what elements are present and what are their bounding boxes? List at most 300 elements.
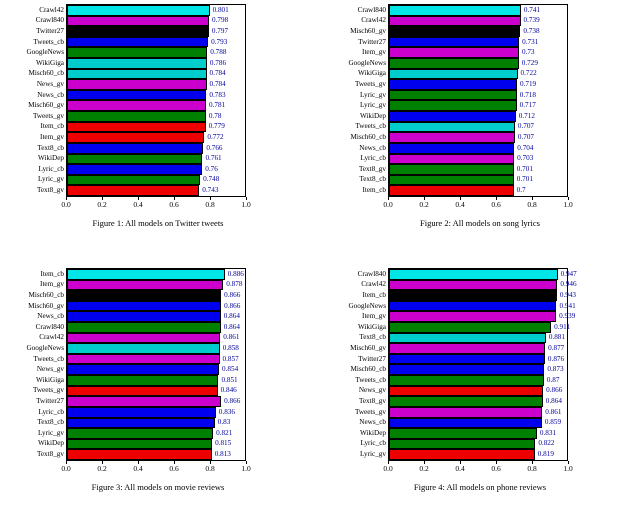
- figure-4-caption: Figure 4: All models on phone reviews: [413, 482, 547, 492]
- x-tick-label: 0.2: [97, 464, 107, 473]
- bar: [67, 290, 221, 301]
- bar-category-label: Lyric_gv: [38, 428, 64, 437]
- bar-category-label: Misch60_cb: [350, 365, 386, 374]
- bar-value-label: 0.831: [539, 428, 557, 437]
- bar: [389, 354, 545, 365]
- bar: [389, 69, 518, 80]
- bar-category-label: Crawl42: [361, 16, 386, 25]
- bar: [67, 428, 213, 439]
- bar-value-label: 0.766: [206, 143, 223, 152]
- bar-category-label: Crawl42: [39, 5, 64, 14]
- bar-value-label: 0.798: [212, 16, 229, 25]
- bar-value-label: 0.851: [221, 375, 238, 384]
- bar-category-label: Crawl840: [35, 322, 64, 331]
- bar-row: [38, 428, 245, 439]
- bar: [67, 47, 207, 58]
- bar-category-label: Twitter27: [36, 26, 64, 35]
- bar-value-label: 0.801: [212, 5, 229, 14]
- chart-mount-2: [8, 268, 308, 475]
- bar: [389, 100, 517, 111]
- bar-row: [35, 16, 245, 27]
- bar-category-label: Tweets_cb: [355, 122, 386, 131]
- bar-category-label: Crawl840: [357, 269, 386, 278]
- bar-category-label: Crawl42: [39, 333, 64, 342]
- bar-category-label: Text8_cb: [359, 333, 386, 342]
- bar-row: [357, 69, 567, 80]
- bar-value-label: 0.941: [559, 301, 576, 310]
- x-tick-label: 0.4: [133, 200, 143, 209]
- bar-value-label: 0.701: [516, 175, 533, 184]
- bar-value-label: 0.858: [222, 343, 239, 352]
- bar-value-label: 0.712: [518, 111, 535, 120]
- bar: [67, 69, 207, 80]
- bar-category-label: GoogleNews: [348, 58, 386, 67]
- bar-value-label: 0.813: [214, 450, 231, 459]
- bar-category-label: Tweets_gv: [32, 386, 64, 395]
- bar-category-label: Lyric_gv: [360, 450, 386, 459]
- bar-row: [359, 428, 567, 439]
- bar-category-label: Item_cb: [362, 290, 386, 299]
- bar-row: [359, 418, 567, 429]
- bar-row: [38, 175, 245, 186]
- bar-category-label: Item_cb: [362, 186, 386, 195]
- bar-value-label: 0.731: [522, 37, 539, 46]
- bar-category-label: Item_cb: [40, 269, 64, 278]
- figure-2-caption: Figure 2: All models on song lyrics: [420, 218, 540, 228]
- x-tick-label: 1.0: [563, 200, 573, 209]
- bar-row: [39, 333, 245, 344]
- bar: [389, 47, 519, 58]
- bar-row: [359, 111, 567, 122]
- bar: [389, 311, 556, 322]
- bar: [389, 175, 514, 186]
- bar-row: [360, 449, 567, 460]
- bar: [389, 79, 517, 90]
- bar-category-label: Lyric_gv: [38, 175, 64, 184]
- bar-row: [37, 154, 245, 165]
- bar-row: [354, 79, 567, 90]
- bar-value-label: 0.87: [546, 375, 560, 384]
- bar-value-label: 0.821: [216, 428, 233, 437]
- bar-value-label: 0.878: [226, 280, 243, 289]
- bar-category-label: Tweets_gv: [32, 111, 64, 120]
- bar-category-label: Item_gv: [40, 280, 64, 289]
- chart-2: [330, 4, 630, 211]
- bar-value-label: 0.783: [209, 90, 226, 99]
- bar-value-label: 0.701: [516, 164, 533, 173]
- bar: [389, 143, 514, 154]
- bar-category-label: Lyric_cb: [360, 439, 386, 448]
- figure-2: [330, 4, 630, 228]
- bar-value-label: 0.864: [223, 312, 240, 321]
- bar-row: [361, 16, 567, 27]
- bar-value-label: 0.822: [538, 439, 555, 448]
- bar-category-label: WikiDep: [37, 154, 64, 163]
- bar-value-label: 0.786: [209, 58, 227, 67]
- bar-row: [40, 280, 245, 291]
- bar-row: [26, 47, 245, 58]
- bar: [389, 185, 514, 196]
- bar-category-label: Misch60_gv: [28, 301, 64, 310]
- x-tick-label: 1.0: [241, 200, 251, 209]
- bar-row: [360, 439, 567, 450]
- bar: [67, 90, 206, 101]
- bar-category-label: GoogleNews: [26, 48, 64, 57]
- bar-row: [38, 407, 245, 418]
- bar-value-label: 0.857: [222, 354, 239, 363]
- bar-category-label: Text8_gv: [358, 397, 386, 405]
- bar-row: [39, 5, 245, 16]
- bar-value-label: 0.846: [220, 386, 237, 395]
- bar-value-label: 0.707: [517, 133, 535, 141]
- bar-category-label: Misch60_cb: [350, 133, 386, 141]
- bar-row: [38, 164, 245, 175]
- bar-category-label: Misch60_cb: [28, 69, 64, 78]
- bar-row: [359, 333, 567, 344]
- bar: [67, 164, 202, 175]
- bar-value-label: 0.815: [215, 439, 232, 448]
- bar: [67, 375, 218, 386]
- bar-category-label: News_cb: [359, 143, 386, 152]
- bar: [67, 301, 221, 312]
- bar: [389, 5, 521, 16]
- bar-row: [350, 364, 567, 375]
- bar-value-label: 0.739: [523, 16, 540, 25]
- bar-value-label: 0.881: [548, 333, 565, 342]
- bar: [67, 100, 206, 111]
- bar-value-label: 0.781: [209, 101, 226, 110]
- bar-category-label: News_cb: [37, 312, 64, 321]
- bar: [389, 322, 551, 333]
- bar: [67, 16, 209, 27]
- bar-value-label: 0.819: [537, 450, 554, 459]
- bar: [67, 185, 199, 196]
- bar-value-label: 0.761: [205, 154, 222, 163]
- bar-category-label: Misch60_gv: [350, 26, 386, 35]
- bar: [67, 280, 223, 291]
- bar-category-label: Item_gv: [362, 312, 386, 321]
- bar-row: [37, 439, 245, 450]
- bar-category-label: Item_cb: [40, 122, 64, 131]
- bar-row: [28, 100, 245, 111]
- bar-category-label: News_cb: [359, 418, 386, 427]
- bar: [67, 407, 216, 418]
- bar-value-label: 0.703: [517, 154, 534, 163]
- bar-row: [357, 269, 577, 280]
- bar-row: [35, 58, 245, 69]
- bar-row: [362, 311, 576, 322]
- x-tick-label: 0.4: [133, 464, 143, 473]
- bar: [389, 290, 557, 301]
- bar-row: [36, 26, 245, 37]
- bar-row: [36, 79, 245, 90]
- bar: [67, 333, 220, 344]
- bar: [389, 280, 557, 291]
- bar-value-label: 0.793: [211, 37, 228, 46]
- bar-category-label: Lyric_cb: [360, 154, 386, 163]
- bar-row: [32, 111, 245, 122]
- x-tick-label: 0.0: [61, 464, 71, 473]
- bar: [389, 407, 542, 418]
- x-tick-label: 0.8: [527, 464, 537, 473]
- x-axis: [383, 197, 573, 211]
- bar-category-label: News_gv: [36, 79, 64, 88]
- bar-row: [36, 449, 245, 460]
- bar-category-label: Misch60_gv: [350, 343, 386, 352]
- bar: [389, 26, 520, 37]
- bar-value-label: 0.772: [207, 133, 224, 141]
- bar-row: [358, 386, 567, 397]
- bar-row: [35, 322, 245, 333]
- bar-value-label: 0.836: [218, 407, 235, 416]
- bar-row: [33, 37, 245, 48]
- bar: [67, 418, 215, 429]
- x-tick-label: 0.6: [169, 200, 179, 209]
- bar-row: [348, 58, 567, 69]
- figure-3-caption: Figure 3: All models on movie reviews: [91, 482, 225, 492]
- bar-row: [40, 132, 245, 143]
- bar: [389, 16, 521, 27]
- bar-row: [40, 269, 245, 280]
- bar: [389, 154, 514, 165]
- bar-row: [357, 5, 567, 16]
- bar-row: [355, 122, 567, 133]
- bar-category-label: Misch60_gv: [28, 101, 64, 110]
- bar-row: [40, 122, 245, 133]
- bar: [389, 364, 544, 375]
- bar: [389, 58, 519, 69]
- bar-row: [36, 364, 245, 375]
- bar: [67, 439, 212, 450]
- x-tick-label: 0.2: [97, 200, 107, 209]
- bar-category-label: Tweets_cb: [33, 37, 64, 46]
- bar-category-label: GoogleNews: [348, 301, 386, 310]
- bar: [67, 26, 209, 37]
- bar-value-label: 0.864: [545, 397, 562, 405]
- bar: [389, 37, 519, 48]
- bar: [67, 154, 202, 165]
- bar-row: [37, 90, 245, 101]
- bar-row: [37, 143, 245, 154]
- bar-value-label: 0.748: [203, 175, 220, 184]
- x-tick-label: 0.2: [419, 200, 429, 209]
- bar-category-label: Text8_gv: [36, 186, 64, 195]
- bar-value-label: 0.707: [517, 122, 535, 131]
- bar-category-label: Crawl840: [357, 5, 386, 14]
- bar-category-label: Tweets_cb: [33, 354, 64, 363]
- bar-category-label: News_gv: [358, 386, 386, 395]
- bar-row: [36, 396, 245, 407]
- bar: [389, 343, 545, 354]
- bar-value-label: 0.939: [559, 312, 576, 321]
- bar-category-label: News_gv: [36, 365, 64, 374]
- bar-row: [362, 47, 567, 58]
- bar-row: [360, 100, 567, 111]
- bar: [67, 269, 225, 280]
- bar-category-label: News_cb: [37, 90, 64, 99]
- bar-value-label: 0.943: [559, 290, 577, 299]
- bar: [67, 5, 210, 16]
- bar-value-label: 0.704: [517, 143, 534, 152]
- bar-category-label: Text8_cb: [359, 175, 386, 184]
- x-tick-label: 0.4: [455, 200, 465, 209]
- bar: [67, 449, 212, 460]
- bar-value-label: 0.877: [548, 343, 565, 352]
- bar-value-label: 0.866: [546, 386, 563, 395]
- bar-category-label: WikiDep: [359, 111, 386, 120]
- bar: [67, 143, 203, 154]
- bar: [389, 132, 515, 143]
- bar-category-label: Twitter27: [358, 37, 386, 46]
- bar-category-label: Twitter27: [358, 354, 386, 363]
- bar-row: [37, 418, 245, 429]
- bar-value-label: 0.784: [209, 69, 226, 78]
- bar-category-label: Crawl42: [361, 280, 386, 289]
- bar: [67, 58, 207, 69]
- bar-value-label: 0.861: [223, 333, 240, 342]
- bar: [389, 439, 535, 450]
- bar: [67, 322, 221, 333]
- bar-value-label: 0.743: [202, 186, 219, 195]
- bar-row: [360, 154, 567, 165]
- bar-row: [26, 343, 245, 354]
- bar-row: [32, 386, 245, 397]
- bar-value-label: 0.859: [544, 418, 562, 427]
- bar-category-label: WikiGiga: [35, 58, 64, 67]
- figure-4: [330, 268, 630, 492]
- bar-row: [358, 396, 567, 407]
- bar-value-label: 0.78: [208, 111, 222, 120]
- x-tick-label: 1.0: [241, 464, 251, 473]
- x-tick-label: 0.0: [61, 200, 71, 209]
- bar-row: [37, 311, 245, 322]
- bar-row: [359, 175, 567, 186]
- bar-row: [33, 354, 245, 365]
- bar-category-label: Lyric_gv: [360, 90, 386, 99]
- bar: [389, 269, 558, 280]
- bar-row: [350, 343, 567, 354]
- bar: [389, 449, 535, 460]
- x-tick-label: 0.6: [491, 464, 501, 473]
- bar-row: [36, 185, 245, 196]
- chart-4: [330, 268, 630, 475]
- bar-category-label: Text8_cb: [37, 143, 64, 152]
- x-axis: [383, 461, 573, 475]
- x-tick-label: 0.0: [383, 200, 393, 209]
- bar-value-label: 0.729: [521, 58, 538, 67]
- bar-row: [360, 90, 567, 101]
- bar: [389, 164, 514, 175]
- chart-mount-0: [8, 4, 308, 211]
- bar: [389, 90, 517, 101]
- bar-value-label: 0.717: [519, 101, 536, 110]
- bar-row: [28, 290, 245, 301]
- bar-row: [361, 280, 577, 291]
- bar-value-label: 0.73: [521, 48, 535, 57]
- bar-row: [348, 301, 576, 312]
- chart-mount-1: [330, 4, 630, 211]
- bar: [389, 375, 544, 386]
- bar-row: [28, 301, 245, 312]
- x-tick-label: 0.4: [455, 464, 465, 473]
- figure-1: [8, 4, 308, 228]
- bar-value-label: 0.873: [547, 365, 564, 374]
- bar: [67, 311, 221, 322]
- bar-category-label: WikiDep: [37, 439, 64, 448]
- bar-value-label: 0.866: [224, 397, 241, 405]
- bar: [67, 37, 208, 48]
- bar-value-label: 0.779: [208, 122, 225, 131]
- bar: [67, 122, 206, 133]
- bar-value-label: 0.719: [519, 79, 537, 88]
- bar-value-label: 0.876: [547, 354, 565, 363]
- x-tick-label: 1.0: [563, 464, 573, 473]
- bar-category-label: Text8_gv: [36, 450, 64, 459]
- x-axis: [61, 461, 251, 475]
- bar: [389, 428, 537, 439]
- x-tick-label: 0.8: [205, 200, 215, 209]
- bar-category-label: Crawl840: [35, 16, 64, 25]
- bar: [389, 418, 542, 429]
- bar-category-label: Item_gv: [362, 48, 386, 57]
- x-tick-label: 0.8: [205, 464, 215, 473]
- x-tick-label: 0.6: [169, 464, 179, 473]
- bar-category-label: Text8_gv: [358, 164, 386, 173]
- bar-category-label: WikiGiga: [357, 322, 386, 331]
- bar-row: [358, 164, 567, 175]
- bar-category-label: Lyric_gv: [360, 101, 386, 110]
- bar: [67, 175, 200, 186]
- bar-value-label: 0.738: [523, 26, 540, 35]
- bar: [67, 396, 221, 407]
- bar-value-label: 0.741: [523, 5, 541, 14]
- plot-area: [26, 4, 246, 197]
- bar-row: [354, 407, 567, 418]
- bar-row: [358, 354, 567, 365]
- bar-row: [28, 69, 245, 80]
- bar: [389, 301, 556, 312]
- chart-1: [8, 4, 308, 211]
- bar: [389, 386, 543, 397]
- bar-category-label: Twitter27: [36, 397, 64, 405]
- chart-3: [8, 268, 308, 475]
- bar: [67, 79, 207, 90]
- bar: [389, 122, 515, 133]
- bar-row: [362, 185, 567, 196]
- plot-area: [348, 4, 568, 197]
- bar-row: [350, 26, 567, 37]
- bar: [389, 111, 516, 122]
- plot-area: [348, 268, 577, 461]
- bar-value-label: 0.866: [224, 301, 241, 310]
- bar-category-label: Lyric_cb: [38, 407, 64, 416]
- bar-row: [359, 143, 567, 154]
- bar-value-label: 0.866: [224, 290, 241, 299]
- bar: [67, 354, 220, 365]
- bar-category-label: Tweets_cb: [355, 375, 386, 384]
- bar: [389, 333, 546, 344]
- bar-category-label: WikiGiga: [357, 69, 386, 78]
- x-axis: [61, 197, 251, 211]
- bar-value-label: 0.797: [211, 26, 229, 35]
- bar-category-label: Tweets_gv: [354, 79, 386, 88]
- bar-row: [358, 37, 567, 48]
- x-tick-label: 0.0: [383, 464, 393, 473]
- bar-category-label: WikiGiga: [35, 375, 64, 384]
- plot-area: [26, 268, 246, 461]
- bar-category-label: WikiDep: [359, 428, 386, 437]
- bar-row: [35, 375, 245, 386]
